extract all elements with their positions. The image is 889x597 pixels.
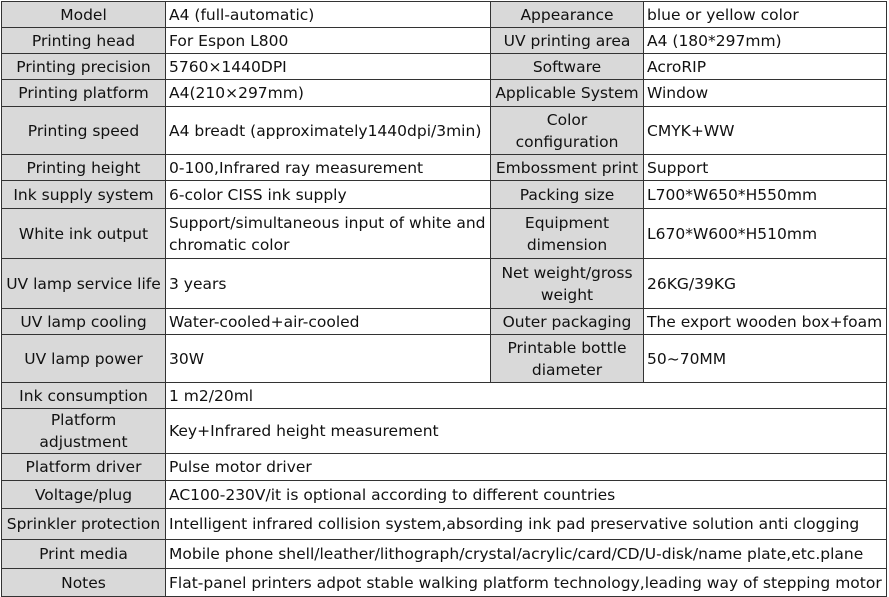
spec-value: Mobile phone shell/leather/lithograph/crystal/acrylic/card/CD/U-disk/name plate,etc.plane <box>166 540 887 569</box>
spec-value: 6-color CISS ink supply <box>166 181 491 209</box>
spec-value: 3 years <box>166 259 491 309</box>
spec-row <box>2 335 887 383</box>
spec-row <box>2 569 887 597</box>
spec-label: Printing height <box>2 155 166 181</box>
spec-row <box>2 2 887 28</box>
spec-value: Window <box>644 80 887 107</box>
spec-value: 50~70MM <box>644 335 887 383</box>
spec-value: AC100-230V/it is optional according to different countries <box>166 481 887 509</box>
spec-label: Equipment dimension <box>491 209 644 259</box>
spec-value: Support/simultaneous input of white and chromatic color <box>166 209 491 259</box>
spec-value: A4(210×297mm) <box>166 80 491 107</box>
spec-value: Intelligent infrared collision system,absording ink pad preservative solution anti clogging <box>166 509 887 540</box>
spec-label: Printing head <box>2 28 166 54</box>
spec-label: Notes <box>2 569 166 597</box>
spec-row <box>2 409 887 454</box>
spec-label: Software <box>491 54 644 80</box>
spec-row <box>2 454 887 481</box>
spec-row <box>2 181 887 209</box>
spec-label: Net weight/gross weight <box>491 259 644 309</box>
spec-label: Outer packaging <box>491 309 644 335</box>
spec-value: Water-cooled+air-cooled <box>166 309 491 335</box>
spec-value: 26KG/39KG <box>644 259 887 309</box>
spec-value: Flat-panel printers adpot stable walking platform technology,leading way of stepping motor <box>166 569 887 597</box>
spec-value: A4 breadt (approximately1440dpi/3min) <box>166 107 491 155</box>
spec-value: For Espon L800 <box>166 28 491 54</box>
spec-label: Ink consumption <box>2 383 166 409</box>
spec-label: Print media <box>2 540 166 569</box>
spec-row <box>2 481 887 509</box>
spec-value: Key+Infrared height measurement <box>166 409 887 454</box>
spec-value: 1 m2/20ml <box>166 383 887 409</box>
spec-label: UV lamp cooling <box>2 309 166 335</box>
spec-value: 30W <box>166 335 491 383</box>
spec-value: 5760×1440DPI <box>166 54 491 80</box>
spec-label: UV lamp service life <box>2 259 166 309</box>
spec-label: Appearance <box>491 2 644 28</box>
spec-label: Printing platform <box>2 80 166 107</box>
spec-label: UV printing area <box>491 28 644 54</box>
spec-value: The export wooden box+foam <box>644 309 887 335</box>
spec-label: UV lamp power <box>2 335 166 383</box>
spec-value: 0-100,Infrared ray measurement <box>166 155 491 181</box>
spec-row <box>2 54 887 80</box>
spec-row <box>2 259 887 309</box>
spec-label: Platform driver <box>2 454 166 481</box>
spec-row <box>2 509 887 540</box>
spec-value: AcroRIP <box>644 54 887 80</box>
spec-value: A4 (full-automatic) <box>166 2 491 28</box>
spec-label: Printable bottle diameter <box>491 335 644 383</box>
spec-label: Applicable System <box>491 80 644 107</box>
spec-value: Pulse motor driver <box>166 454 887 481</box>
spec-value: A4 (180*297mm) <box>644 28 887 54</box>
spec-label: Color configuration <box>491 107 644 155</box>
spec-row <box>2 107 887 155</box>
spec-table <box>1 1 887 597</box>
spec-row <box>2 28 887 54</box>
spec-label: Printing precision <box>2 54 166 80</box>
spec-value: CMYK+WW <box>644 107 887 155</box>
spec-label: Platform adjustment <box>2 409 166 454</box>
spec-row <box>2 155 887 181</box>
spec-label: White ink output <box>2 209 166 259</box>
spec-value: blue or yellow color <box>644 2 887 28</box>
spec-row <box>2 309 887 335</box>
spec-label: Sprinkler protection <box>2 509 166 540</box>
spec-label: Model <box>2 2 166 28</box>
spec-row <box>2 80 887 107</box>
spec-value: L700*W650*H550mm <box>644 181 887 209</box>
spec-value: Support <box>644 155 887 181</box>
spec-row <box>2 209 887 259</box>
spec-row <box>2 540 887 569</box>
spec-label: Voltage/plug <box>2 481 166 509</box>
spec-label: Ink supply system <box>2 181 166 209</box>
spec-value: L670*W600*H510mm <box>644 209 887 259</box>
spec-label: Embossment print <box>491 155 644 181</box>
spec-label: Printing speed <box>2 107 166 155</box>
spec-label: Packing size <box>491 181 644 209</box>
spec-row <box>2 383 887 409</box>
